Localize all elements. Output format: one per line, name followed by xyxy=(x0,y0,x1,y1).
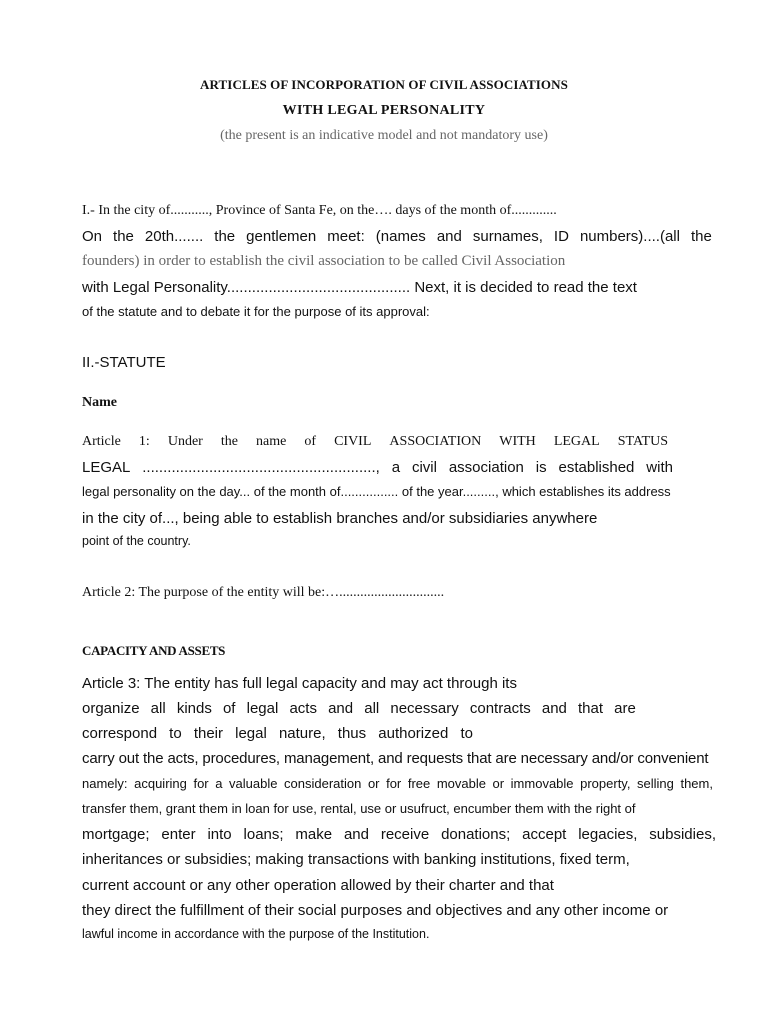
section1-line5: of the statute and to debate it for the purpose of its approval: xyxy=(82,304,430,319)
word: of xyxy=(304,434,317,449)
word: and xyxy=(541,700,567,717)
word: WITH xyxy=(499,434,536,449)
article1-line3: legal personality on the day... of the month of................ of the year........., which establishes its address xyxy=(82,484,671,499)
word: namely: xyxy=(82,776,128,791)
article3-line8: inheritances or subsidies; making transactions with banking institutions, fixed term, xyxy=(82,851,630,868)
word: subsidies, xyxy=(649,826,716,843)
statute-heading: II.-STATUTE xyxy=(82,354,166,371)
word: legal xyxy=(246,700,279,717)
word: name xyxy=(256,434,287,449)
word: and xyxy=(343,826,369,843)
word: necessary xyxy=(390,700,459,717)
section1-line4: with Legal Personality............................................ Next, it is decided to read the text xyxy=(82,279,637,296)
word: loans; xyxy=(243,826,284,843)
document-subtitle: WITH LEGAL PERSONALITY xyxy=(282,103,486,118)
word: (names xyxy=(375,228,426,245)
article3-line11: lawful income in accordance with the purpose of the Institution. xyxy=(82,927,430,941)
article2-line: Article 2: The purpose of the entity will be:….............................. xyxy=(82,585,445,600)
word: legal xyxy=(235,725,267,742)
article3-line9: current account or any other operation allowed by their charter and that xyxy=(82,877,554,894)
word: On xyxy=(82,228,103,245)
section1-line1: I.- In the city of..........., Province of Santa Fe, on the…. days of the month of............. xyxy=(82,203,557,218)
word: legacies, xyxy=(578,826,638,843)
word: Article xyxy=(82,434,121,449)
word: their xyxy=(193,725,223,742)
word: consideration xyxy=(284,776,362,791)
word: selling xyxy=(637,776,674,791)
capacity-heading: CAPACITY AND ASSETS xyxy=(82,643,226,658)
article3-line3 xyxy=(82,725,473,742)
word: kinds xyxy=(176,700,212,717)
article1-line2 xyxy=(82,459,673,476)
word: acquiring xyxy=(134,776,187,791)
word: immovable xyxy=(510,776,574,791)
word: correspond xyxy=(82,725,158,742)
article3-line1: Article 3: The entity has full legal capacity and may act through its xyxy=(82,675,517,692)
word: make xyxy=(295,826,333,843)
word: surnames, xyxy=(472,228,543,245)
word: meet: xyxy=(327,228,365,245)
word: are xyxy=(614,700,636,717)
word: 1: xyxy=(138,434,150,449)
word: them, xyxy=(680,776,713,791)
name-heading: Name xyxy=(82,395,117,410)
word: and xyxy=(328,700,354,717)
word: LEGAL xyxy=(82,459,131,476)
word: authorized xyxy=(378,725,449,742)
article3-line6: transfer them, grant them in loan for use, rental, use or usufruct, encumber them with the right of xyxy=(82,801,636,816)
word: receive xyxy=(380,826,430,843)
article1-line4: in the city of..., being able to establish branches and/or subsidiaries anywhere xyxy=(82,510,598,527)
word: CIVIL xyxy=(334,434,372,449)
word: acts xyxy=(289,700,317,717)
word: nature, xyxy=(278,725,326,742)
word: accept xyxy=(522,826,567,843)
word: or xyxy=(367,776,380,791)
word: of xyxy=(222,700,236,717)
section1-line3: founders) in order to establish the civil association to be called Civil Association xyxy=(82,253,566,269)
word: mortgage; xyxy=(82,826,150,843)
word: a xyxy=(215,776,223,791)
word: or xyxy=(492,776,505,791)
word: 20th....... xyxy=(144,228,204,245)
word: ........................................................, xyxy=(142,459,380,476)
word: for xyxy=(193,776,209,791)
word: into xyxy=(207,826,232,843)
section1-line2 xyxy=(82,228,712,245)
word: movable xyxy=(436,776,486,791)
word: a xyxy=(391,459,401,476)
word: the xyxy=(690,228,712,245)
article3-line2 xyxy=(82,700,636,717)
word: gentlemen xyxy=(246,228,317,245)
word: all xyxy=(150,700,166,717)
word: the xyxy=(214,228,236,245)
word: numbers)....(all xyxy=(579,228,680,245)
word: LEGAL xyxy=(553,434,600,449)
word: ASSOCIATION xyxy=(389,434,482,449)
word: donations; xyxy=(441,826,511,843)
word: established xyxy=(558,459,635,476)
word: property, xyxy=(580,776,631,791)
word: to xyxy=(460,725,473,742)
document-title: ARTICLES OF INCORPORATION OF CIVIL ASSOCIATIONS xyxy=(200,77,568,92)
article3-line10: they direct the fulfillment of their social purposes and objectives and any other income or xyxy=(82,902,669,919)
word: Under xyxy=(167,434,203,449)
word: that xyxy=(578,700,604,717)
word: civil xyxy=(411,459,437,476)
article3-line7 xyxy=(82,826,716,843)
article3-line4: carry out the acts, procedures, management, and requests that are necessary and/or convenient xyxy=(82,750,709,767)
word: to xyxy=(169,725,182,742)
article1-line5: point of the country. xyxy=(82,534,191,548)
word: thus xyxy=(337,725,367,742)
word: valuable xyxy=(229,776,278,791)
word: the xyxy=(220,434,238,449)
word: contracts xyxy=(469,700,531,717)
word: for xyxy=(386,776,402,791)
word: is xyxy=(535,459,547,476)
word: with xyxy=(646,459,673,476)
word: the xyxy=(113,228,134,245)
word: ID xyxy=(553,228,569,245)
indicative-note: (the present is an indicative model and not mandatory use) xyxy=(220,128,548,143)
word: free xyxy=(407,776,431,791)
word: enter xyxy=(161,826,196,843)
word: all xyxy=(364,700,380,717)
article3-line5 xyxy=(82,776,713,791)
word: organize xyxy=(82,700,140,717)
word: association xyxy=(448,459,524,476)
word: STATUS xyxy=(617,434,668,449)
article1-line1 xyxy=(82,434,668,450)
word: and xyxy=(436,228,462,245)
